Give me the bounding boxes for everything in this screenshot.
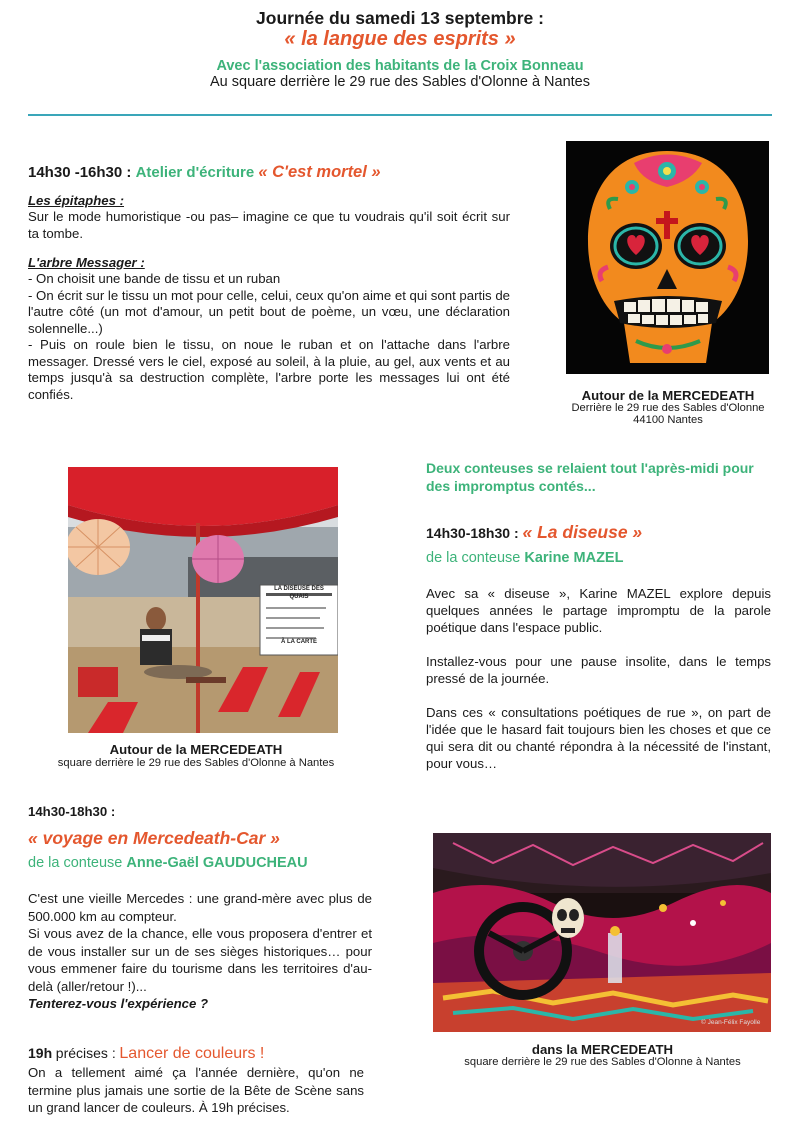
conteuses-intro: Deux conteuses se relaient tout l'après-midi pour des impromptus contés... <box>426 460 754 494</box>
diseuse-caption-line: square derrière le 29 rue des Sables d'Olonne à Nantes <box>57 757 335 769</box>
epitaphes-heading: Les épitaphes : <box>28 193 125 208</box>
diseuse-byline <box>426 549 786 567</box>
voyage-byline-name: Anne-Gaël GAUDUCHEAU <box>126 855 308 871</box>
couleurs-label: précises : <box>55 1045 116 1061</box>
atelier-heading <box>28 163 548 182</box>
skull-caption-line1: Derrière le 29 rue des Sables d'Olonne <box>571 402 765 414</box>
arbre-heading: L'arbre Messager : <box>28 255 145 270</box>
diseuse-photo <box>68 467 338 733</box>
arbre-line: - On écrit sur le tissu un mot pour celle, celui, ceux qu'on aime et qui sont partis de l'autre côté (un mot d'amour, un petit bout de poème, un vœu, une déclaration solennelle...) <box>28 287 510 336</box>
couleurs-text: On a tellement aimé ça l'année dernière, qu'on ne termine plus jamais une sortie de la Bête de Scène sans un grand lancer de couleurs. À 19h précises. <box>28 1065 364 1115</box>
diseuse-paragraph: Installez-vous pour une pause insolite, dans le temps pressé de la journée. <box>426 654 771 686</box>
diseuse-caption-title: Autour de la MERCEDEATH <box>109 742 283 757</box>
mercedeath-car-photo <box>433 833 771 1032</box>
diseuse-paragraph: Dans ces « consultations poétiques de rue », on part de l'idée que le hasard fait toujours bien les choses et que ce qui sera dit ou chanté répondra à la nécessité de l'instant, pour vous… <box>426 705 771 771</box>
voyage-title: « voyage en Mercedeath-Car » <box>28 828 280 848</box>
couleurs-title: Lancer de couleurs ! <box>119 1045 265 1062</box>
page-title: Journée du samedi 13 septembre : <box>256 8 544 28</box>
voyage-question: Tenterez-vous l'expérience ? <box>28 996 209 1011</box>
diseuse-byline-prefix: de la conteuse <box>426 550 521 566</box>
header-divider <box>28 114 772 116</box>
diseuse-heading <box>426 522 786 543</box>
diseuse-byline-name: Karine MAZEL <box>524 550 624 566</box>
arbre-line: - Puis on roule bien le tissu, on noue le ruban et on l'attache dans l'arbre messager. Dressé vers le ciel, exposé au soleil, à la pluie, au gel, aux vents et au temps jusqu'à sa destruction complète, l'arbre porte les messages lui ont été confiés. <box>28 337 510 402</box>
voyage-paragraph: Si vous avez de la chance, elle vous proposera d'entrer et de vous installer sur un de ses sièges historiques… pour vous emmener faire du tourisme dans les territoires d'au-delà (aller/retour !)... <box>28 926 372 994</box>
skull-caption-title: Autour de la MERCEDEATH <box>581 388 755 403</box>
sign-title: LA DISEUSE DES QUAIS <box>274 586 324 600</box>
arbre-line: - On choisit une bande de tissu et un ruban <box>28 271 281 286</box>
atelier-name: Atelier d'écriture <box>135 164 255 181</box>
atelier-sep: : <box>122 164 132 181</box>
car-caption-line: square derrière le 29 rue des Sables d'Olonne à Nantes <box>464 1056 741 1068</box>
car-caption-title: dans la MERCEDEATH <box>531 1042 674 1057</box>
sign-subtitle: À LA CARTE <box>280 639 318 645</box>
atelier-title: « C'est mortel » <box>258 163 381 181</box>
diseuse-title: « La diseuse » <box>522 522 643 542</box>
voyage-text <box>28 890 372 1013</box>
couleurs-heading <box>28 1044 388 1063</box>
diseuse-time: 14h30-18h30 : <box>426 525 519 541</box>
voyage-time: 14h30-18h30 : <box>28 804 116 819</box>
epitaphes-text: Sur le mode humoristique -ou pas– imagine ce que tu voudrais qu'il soit écrit sur ta tombe. <box>28 209 510 241</box>
photo-credit: © Jean-Félix Fayolle <box>701 1019 761 1026</box>
atelier-time: 14h30 -16h30 <box>28 164 123 181</box>
arbre-list <box>28 271 510 403</box>
diseuse-paragraphs <box>426 585 771 772</box>
voyage-byline <box>28 854 408 872</box>
voyage-paragraph: C'est une vieille Mercedes : une grand-mère avec plus de 500.000 km au compteur. <box>28 891 372 924</box>
voyage-byline-prefix: de la conteuse <box>28 855 123 871</box>
skull-caption-line2: 44100 Nantes <box>633 414 703 426</box>
diseuse-paragraph: Avec sa « diseuse », Karine MAZEL explore depuis quelques années le partage impromptu de la parole poétique dans l'espace public. <box>426 586 771 635</box>
couleurs-time: 19h <box>28 1045 53 1061</box>
location-line: Au square derrière le 29 rue des Sables d'Olonne à Nantes <box>209 74 590 90</box>
event-subtitle: « la langue des esprits » <box>284 28 516 50</box>
sugar-skull-image <box>566 141 769 374</box>
association-line: Avec l'association des habitants de la Croix Bonneau <box>216 58 584 74</box>
